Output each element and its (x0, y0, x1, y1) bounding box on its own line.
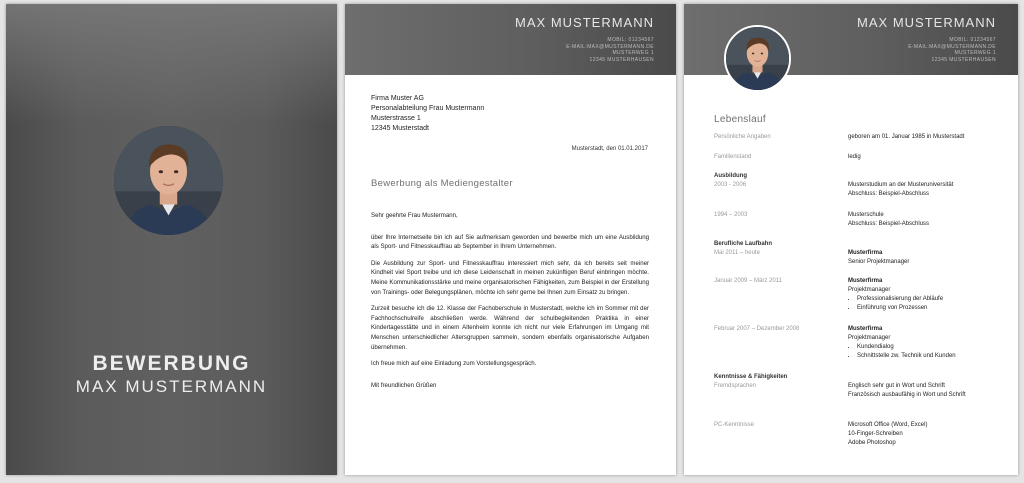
languages-value: Englisch sehr gut in Wort und Schrift Französisch ausbaufähig in Wort und Schrift (848, 383, 966, 398)
section-title: Ausbildung (714, 173, 747, 179)
education-details: Musterstudium an der Musteruniversität Abschluss: Beispiel-Abschluss (848, 182, 954, 197)
cv-page (684, 4, 1018, 475)
letter-header (345, 4, 676, 75)
contact-line: MOBIL: 01234567 (607, 37, 654, 43)
career-details: Musterfirma Projektmanager • Professionalisierung der Abläufe • Einführung von Prozessen (848, 277, 998, 313)
list-item: • Professionalisierung der Abläufe (857, 295, 998, 304)
cover-portrait-photo (114, 126, 223, 235)
education-period: 1994 – 2003 (714, 212, 748, 218)
career-period: Januar 2009 – März 2011 (714, 278, 782, 284)
list-item: • Schnittstelle zw. Technik und Kunden (857, 352, 998, 361)
closing: Mit freundlichen Grüßen (371, 381, 437, 389)
personal-label: Persönliche Angaben (714, 134, 771, 140)
contact-line: E-MAIL:MAX@MUSTERMANN.DE (566, 43, 654, 50)
career-period: Februar 2007 – Dezember 2008 (714, 326, 800, 332)
list-item: • Einführung von Prozessen (857, 304, 998, 313)
header-contact (566, 37, 654, 63)
family-value: ledig (848, 154, 861, 160)
cover-page (6, 4, 337, 475)
career-details: Musterfirma Senior Projektmanager (848, 250, 910, 265)
task-list (848, 295, 998, 313)
section-title: Berufliche Laufbahn (714, 241, 773, 247)
task-list (848, 343, 998, 361)
list-item: • Kundendialog (857, 343, 998, 352)
recipient-address (371, 94, 484, 134)
contact-line: 12345 MUSTERHAUSEN (931, 56, 996, 63)
address-line: Personalabteilung Frau Mustermann (371, 105, 485, 112)
cv-heading: Lebenslauf (714, 114, 766, 125)
header-contact (908, 37, 996, 63)
contact-line: MUSTERWEG 1 (954, 50, 996, 56)
letter-subject: Bewerbung als Mediengestalter (371, 178, 513, 189)
education-period: Ausbildung 2003 - 2006 (714, 173, 747, 188)
paragraph: Die Ausbildung zur Sport- und Fitnesskauffrau interessiert mich sehr, da ich bereits seit meiner Kindheit viel Sport treibe und ich diese Leidenschaft in meinen zukünftigen Beruf einbringen möchte. Meine Kommunikationsstärke und meine organisatorischen Fähigkeiten, zum Beispiel in der Erstellung von Trainings- oder Belegungsplänen, möchte ich sehr gerne bei Ihnen zum Einsatz zu bringen. (371, 259, 649, 296)
cover-highlight (6, 4, 337, 124)
contact-line: E-MAIL:MAX@MUSTERMANN.DE (908, 43, 996, 50)
career-details: Musterfirma Projektmanager • Kundendialog • Schnittstelle zw. Technik und Kunden (848, 325, 998, 361)
letter-body (371, 211, 649, 397)
salutation: Sehr geehrte Frau Mustermann, (371, 212, 458, 219)
family-label: Familienstand (714, 154, 752, 160)
skills-label: Kenntnisse & Fähigkeiten Fremdsprachen (714, 374, 788, 389)
pc-value: Microsoft Office (Word, Excel) 10-Finger-Schreiben Adobe Photoshop (848, 422, 928, 446)
address-line: 12345 Musterstadt (371, 125, 429, 132)
paragraph: Zurzeit besuche ich die 12. Klasse der Fachoberschule in Musterstadt, welche ich im Sommer mit der Fachhochschulreife abschließen werde. Während der schulbegleitenden Praktika in einer Kindertagesstätte und in einem Altenheim konnte ich nicht nur viele Erfahrungen im Umgang mit Menschen unterschiedlicher Altersgruppen sammeln, sondern ebenfalls organisatorische Aufgaben übernehmen. (371, 305, 649, 351)
contact-line: MUSTERWEG 1 (612, 50, 654, 56)
career-period: Berufliche Laufbahn Mai 2011 – heute (714, 241, 773, 256)
letter-date: Musterstadt, den 01.01.2017 (571, 146, 648, 152)
personal-value: geboren am 01. Januar 1985 in Musterstadt (848, 134, 965, 140)
section-title: Kenntnisse & Fähigkeiten (714, 374, 788, 380)
contact-line: MOBIL: 01234567 (949, 37, 996, 43)
header-name: MAX MUSTERMANN (515, 15, 654, 30)
cover-name: MAX MUSTERMANN (75, 377, 268, 396)
education-details: Musterschule Abschluss: Beispiel-Abschluss (848, 212, 930, 227)
header-name: MAX MUSTERMANN (857, 15, 996, 30)
cv-portrait-photo (724, 25, 791, 92)
address-line: Firma Muster AG (371, 95, 424, 102)
contact-line: 12345 MUSTERHAUSEN (589, 56, 654, 63)
address-line: Musterstrasse 1 (371, 115, 421, 122)
pc-label: PC-Kenntnisse (714, 422, 755, 428)
paragraph: über Ihre Internetseite bin ich auf Sie aufmerksam geworden und bewerbe mich um eine Ausbildung als Sport- und Fitnesskauffrau ab September in Ihrem Unternehmen. (371, 233, 649, 251)
cover-letter-page (345, 4, 676, 475)
cover-title: BEWERBUNG (92, 352, 251, 375)
paragraph: Ich freue mich auf eine Einladung zum Vorstellungsgespräch. (371, 360, 537, 368)
